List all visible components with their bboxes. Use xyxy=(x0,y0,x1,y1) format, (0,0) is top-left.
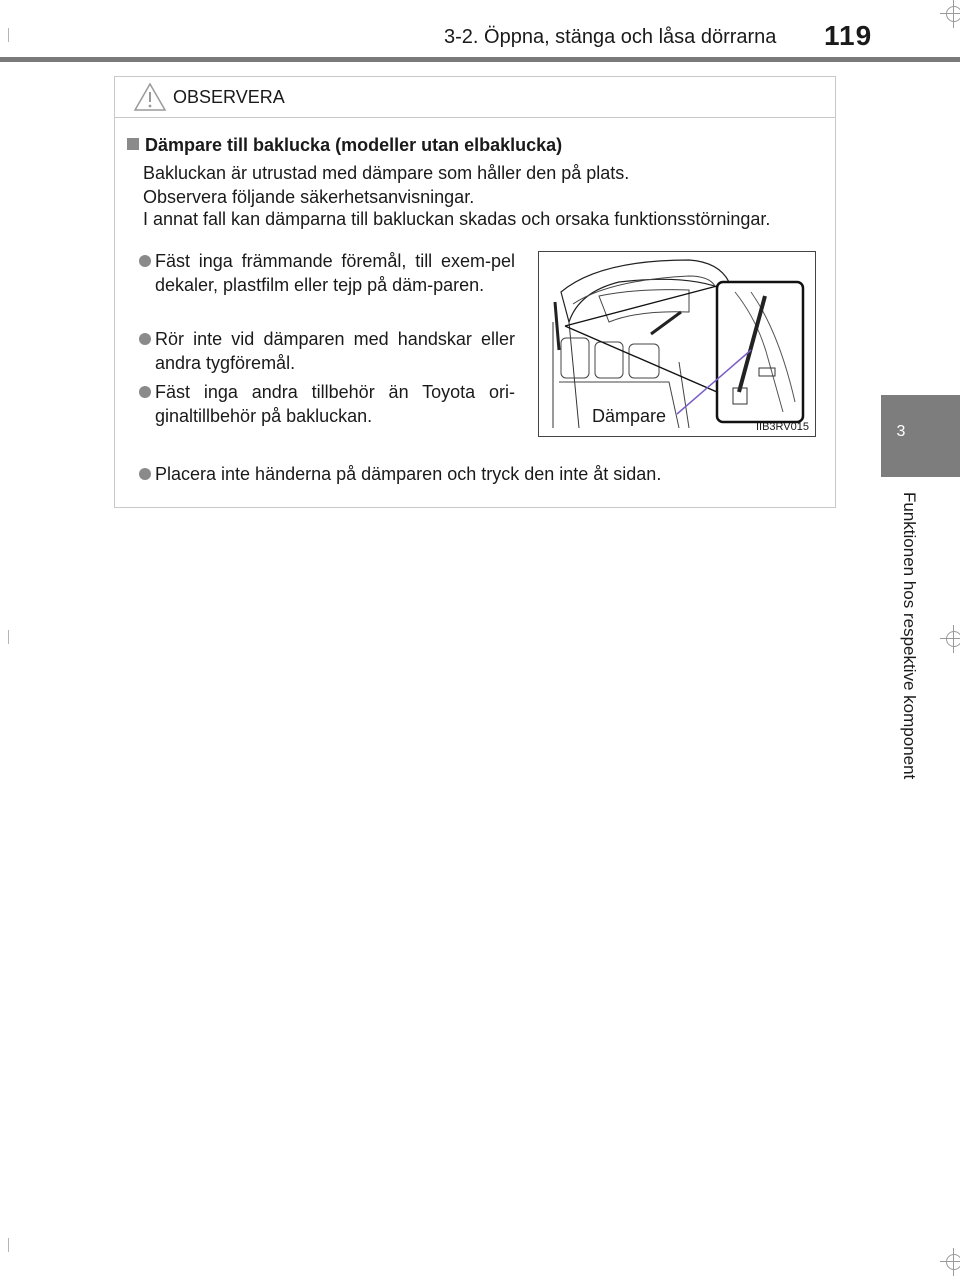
chapter-number: 3 xyxy=(896,423,906,440)
figure-callout-label: Dämpare xyxy=(589,406,669,427)
section-heading xyxy=(127,135,562,156)
figure-code: IIB3RV015 xyxy=(755,421,809,433)
registration-mark-icon xyxy=(940,1248,960,1276)
bullet-text: Fäst inga främmande föremål, till exem-pel dekaler, plastfilm eller tejp på däm-paren. xyxy=(155,251,515,295)
damper-illustration xyxy=(538,251,816,437)
caution-header xyxy=(115,77,835,118)
registration-mark-icon xyxy=(940,625,960,653)
bullet-dot-icon xyxy=(139,333,151,345)
section-square-icon xyxy=(127,138,139,150)
intro-line: Bakluckan är utrustad med dämpare som håller den på plats. xyxy=(143,163,630,183)
warning-triangle-icon xyxy=(133,82,167,112)
crop-mark xyxy=(8,28,9,42)
caution-title: OBSERVERA xyxy=(173,87,285,107)
bullet-dot-icon xyxy=(139,468,151,480)
tailgate-drawing xyxy=(539,252,815,436)
registration-mark-icon xyxy=(940,0,960,28)
intro-line: I annat fall kan dämparna till bakluckan skadas och orsaka funktionsstörningar. xyxy=(143,209,771,229)
header-rule xyxy=(0,57,960,62)
section-header-title: 3-2. Öppna, stänga och låsa dörrarna xyxy=(444,26,777,48)
crop-mark xyxy=(8,630,9,644)
intro-line: Observera följande säkerhetsanvisningar. xyxy=(143,187,475,207)
bullet-dot-icon xyxy=(139,255,151,267)
crop-mark xyxy=(8,1238,9,1252)
bullet-text: Rör inte vid dämparen med handskar eller andra tygföremål. xyxy=(155,329,515,373)
chapter-tab xyxy=(881,395,960,477)
bullet-text: Placera inte händerna på dämparen och tryck den inte åt sidan. xyxy=(155,464,662,484)
caution-box xyxy=(114,76,836,508)
chapter-title: Funktionen hos respektive komponent xyxy=(900,492,919,780)
section-heading-text: Dämpare till baklucka (modeller utan elbaklucka) xyxy=(145,135,563,155)
bullet-dot-icon xyxy=(139,386,151,398)
page-number: 119 xyxy=(824,20,873,51)
bullet-text: Fäst inga andra tillbehör än Toyota ori-ginaltillbehör på bakluckan. xyxy=(155,382,515,426)
